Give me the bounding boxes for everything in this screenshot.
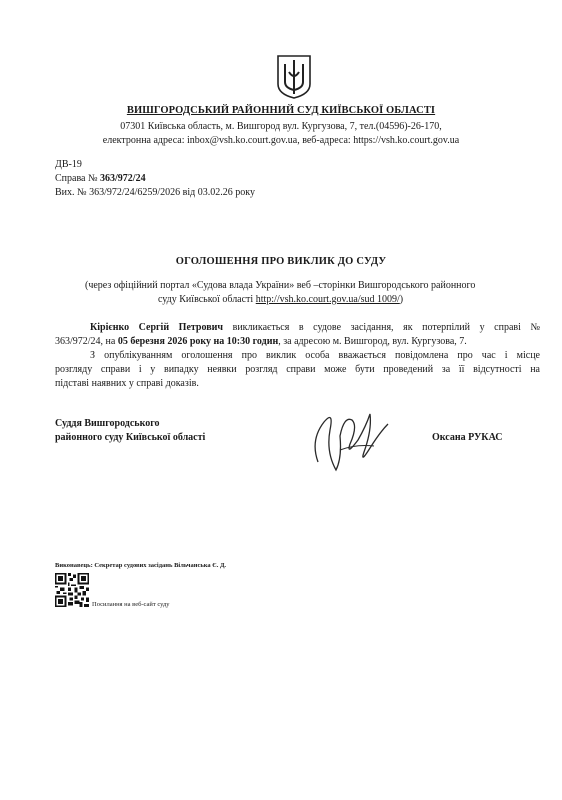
case-reference bbox=[55, 173, 146, 184]
person-name: Кірієнко Сергій Петрович bbox=[90, 322, 224, 333]
summons-case: 363/972/24, на bbox=[55, 336, 118, 347]
court-contacts: електронна адреса: inbox@vsh.ko.court.gov.ua, веб-адреса: https://vsh.ko.court.gov.ua bbox=[102, 135, 460, 146]
hearing-datetime: 05 березня 2026 року на 10:30 годин bbox=[117, 336, 279, 347]
court-portal-link[interactable]: http://vsh.ko.court.gov.ua/sud 1009/ bbox=[255, 294, 400, 305]
summons-line-2 bbox=[55, 336, 540, 347]
document-code: ДВ-19 bbox=[55, 159, 82, 170]
notice-via-text: суду Київської області bbox=[158, 294, 256, 305]
judge-title-line-2: районного суду Київської області bbox=[55, 432, 206, 443]
notice-via-line-2 bbox=[158, 294, 403, 305]
court-name: ВИШГОРОДСЬКИЙ РАЙОННИЙ СУД КИЇВСЬКОЇ ОБЛАСТІ bbox=[126, 105, 436, 116]
notice-paragraph-line-2: розгляду справи і у випадку неявки розгляд справи може бути проведений за її відсутності на bbox=[55, 364, 540, 375]
notice-via-end: ) bbox=[399, 294, 404, 305]
notice-paragraph-line-1: З опублікуванням оголошення про виклик особа вважається повідомлена про час і місце bbox=[90, 350, 540, 361]
judge-name: Оксана РУКАС bbox=[432, 432, 503, 443]
handwritten-signature bbox=[300, 400, 400, 480]
ukraine-trident-icon bbox=[276, 54, 312, 100]
notice-via-line: (через офіційний портал «Судова влада України» веб –сторінки Вишгородського районного bbox=[85, 280, 476, 291]
case-label: Справа № bbox=[55, 173, 101, 184]
court-address: 07301 Київська область, м. Вишгород вул. Кургузова, 7, тел.(04596)-26-170, bbox=[120, 121, 442, 132]
executor-note: Виконавець: Секретар судових засідань Вільчанська Є. Д. bbox=[55, 562, 227, 569]
judge-title-line-1: Суддя Вишгородського bbox=[55, 418, 160, 429]
notice-title: ОГОЛОШЕННЯ ПРО ВИКЛИК ДО СУДУ bbox=[175, 256, 387, 267]
notice-paragraph-line-3: підставі наявних у справі доказів. bbox=[55, 378, 199, 389]
hearing-address: , за адресою м. Вишгород, вул. Кургузова, 7. bbox=[278, 336, 467, 347]
summons-text: викликається в судове засідання, як потерпілий у справі № bbox=[223, 322, 541, 333]
qr-caption: Посилання на веб-сайт суду bbox=[92, 601, 170, 608]
outgoing-number: Вих. № 363/972/24/6259/2026 від 03.02.26 року bbox=[55, 187, 255, 198]
summons-line-1 bbox=[90, 322, 540, 333]
qr-code-icon[interactable] bbox=[55, 573, 89, 607]
case-number: 363/972/24 bbox=[100, 173, 146, 184]
